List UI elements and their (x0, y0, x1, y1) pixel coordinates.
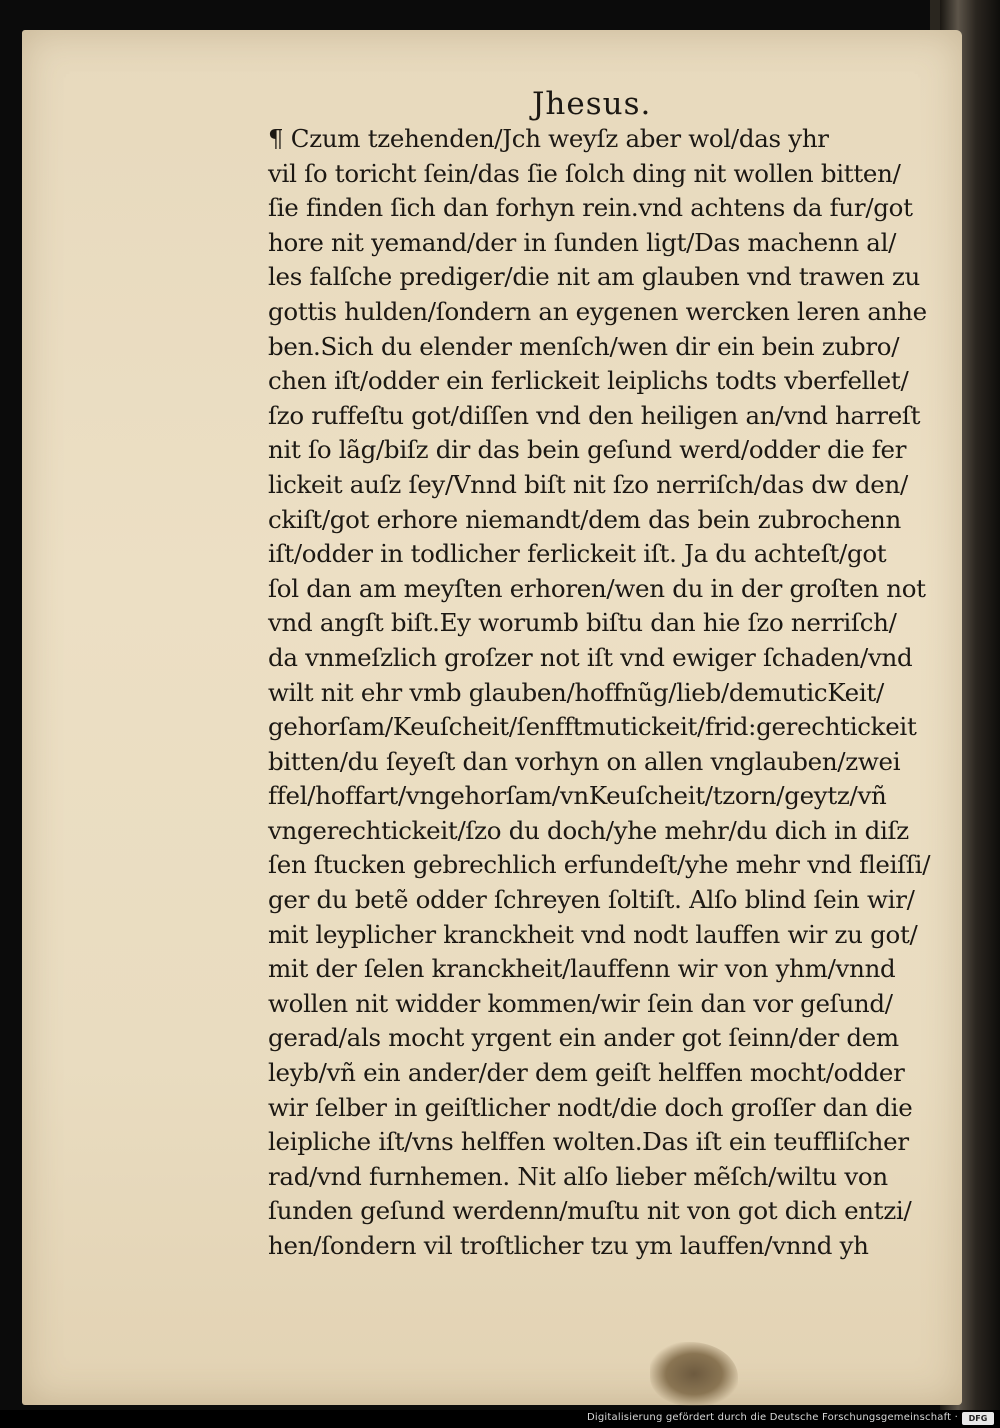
text-line: ſol dan am meyſten erhoren/wen du in der groſten not (268, 573, 926, 603)
text-line: mit leyplicher kranckheit vnd nodt lauffen wir zu got/ (268, 919, 918, 949)
text-line: hen/ſondern vil troſtlicher tzu ym lauffen/vnnd yh (268, 1231, 869, 1260)
text-line: gottis hulden/ſondern an eygenen wercken leren anhe (268, 296, 927, 326)
text-line: iſt/odder in todlicher ferlickeit iſt. Ja du achteſt/got (268, 539, 887, 569)
footer-bar (0, 1410, 1000, 1428)
text-line: vngerechtickeit/ſzo du doch/yhe mehr/du dich in diſz (268, 815, 909, 845)
text-line: ckiſt/got erhore niemandt/dem das bein zubrochenn (268, 504, 902, 534)
text-line: ſzo ruffeſtu got/diſſen vnd den heiligen an/vnd harreſt (268, 400, 921, 430)
text-line: da vnmeſzlich groſzer not iſt vnd ewiger ſchaden/vnd (268, 642, 913, 672)
text-line: vil ſo toricht ſein/das ſie ſolch ding nit wollen bitten/ (268, 158, 901, 188)
text-line: ffel/hoffart/vngehorſam/vnKeuſcheit/tzorn/geytz/vñ (268, 781, 887, 811)
text-line: ben.Sich du elender menſch/wen dir ein bein zubro/ (268, 331, 900, 361)
text-line: ſie finden ſich dan forhyn rein.vnd achtens da fur/got (268, 193, 913, 223)
text-line: gehorſam/Keuſcheit/ſenfftmutickeit/frid:gerechtickeit (268, 712, 917, 742)
funding-notice: Digitalisierung gefördert durch die Deutsche Forschungsgemeinschaft · (587, 1412, 958, 1423)
text-line: wollen nit widder kommen/wir ſein dan vor geſund/ (268, 988, 893, 1018)
text-line: les falſche prediger/die nit am glauben vnd trawen zu (268, 262, 921, 292)
text-line: gerad/als mocht yrgent ein ander got ſeinn/der dem (268, 1023, 899, 1053)
running-head: Jhesus. (532, 86, 652, 122)
text-line: wir ſelber in geiſtlicher nodt/die doch groſſer dan die (268, 1092, 913, 1122)
text-line: vnd angſt biſt.Ey worumb biſtu dan hie ſzo nerriſch/ (268, 608, 897, 638)
text-line: hore nit yemand/der in ſunden ligt/Das machenn al/ (268, 227, 897, 257)
page-stain (650, 1342, 738, 1406)
text-line: leipliche iſt/vns helffen wolten.Das iſt ein teuffliſcher (268, 1127, 909, 1157)
text-line: wilt nit ehr vmb glauben/hoffnũg/lieb/demuticKeit/ (268, 677, 884, 707)
text-line: rad/vnd furnhemen. Nit alſo lieber mẽſch/wiltu von (268, 1161, 888, 1191)
text-line: mit der ſelen kranckheit/lauffenn wir von yhm/vnnd (268, 954, 896, 984)
text-line: nit ſo lãg/biſz dir das bein geſund werd/odder die fer (268, 435, 907, 465)
dfg-logo: DFG (962, 1412, 994, 1425)
text-line: ſunden geſund werdenn/muſtu nit von got dich entzi/ (268, 1196, 912, 1226)
text-line: ſen ſtucken gebrechlich erfundeſt/yhe mehr vnd fleiſſi/ (268, 850, 931, 880)
text-line: leyb/vñ ein ander/der dem geiſt helffen mocht/odder (268, 1058, 905, 1088)
body-text (268, 122, 958, 1264)
text-line: ¶ Czum tzehenden/Jch weyſz aber wol/das yhr (268, 124, 829, 153)
text-line: chen iſt/odder ein ferlickeit leiplichs todts vberfellet/ (268, 366, 909, 396)
text-line: lickeit auſz ſey/Vnnd biſt nit ſzo nerriſch/das dw den/ (268, 469, 908, 499)
text-line: bitten/du ſeyeſt dan vorhyn on allen vnglauben/zwei (268, 746, 901, 776)
text-line: ger du betẽ odder ſchreyen ſoltiſt. Alſo blind ſein wir/ (268, 885, 915, 915)
